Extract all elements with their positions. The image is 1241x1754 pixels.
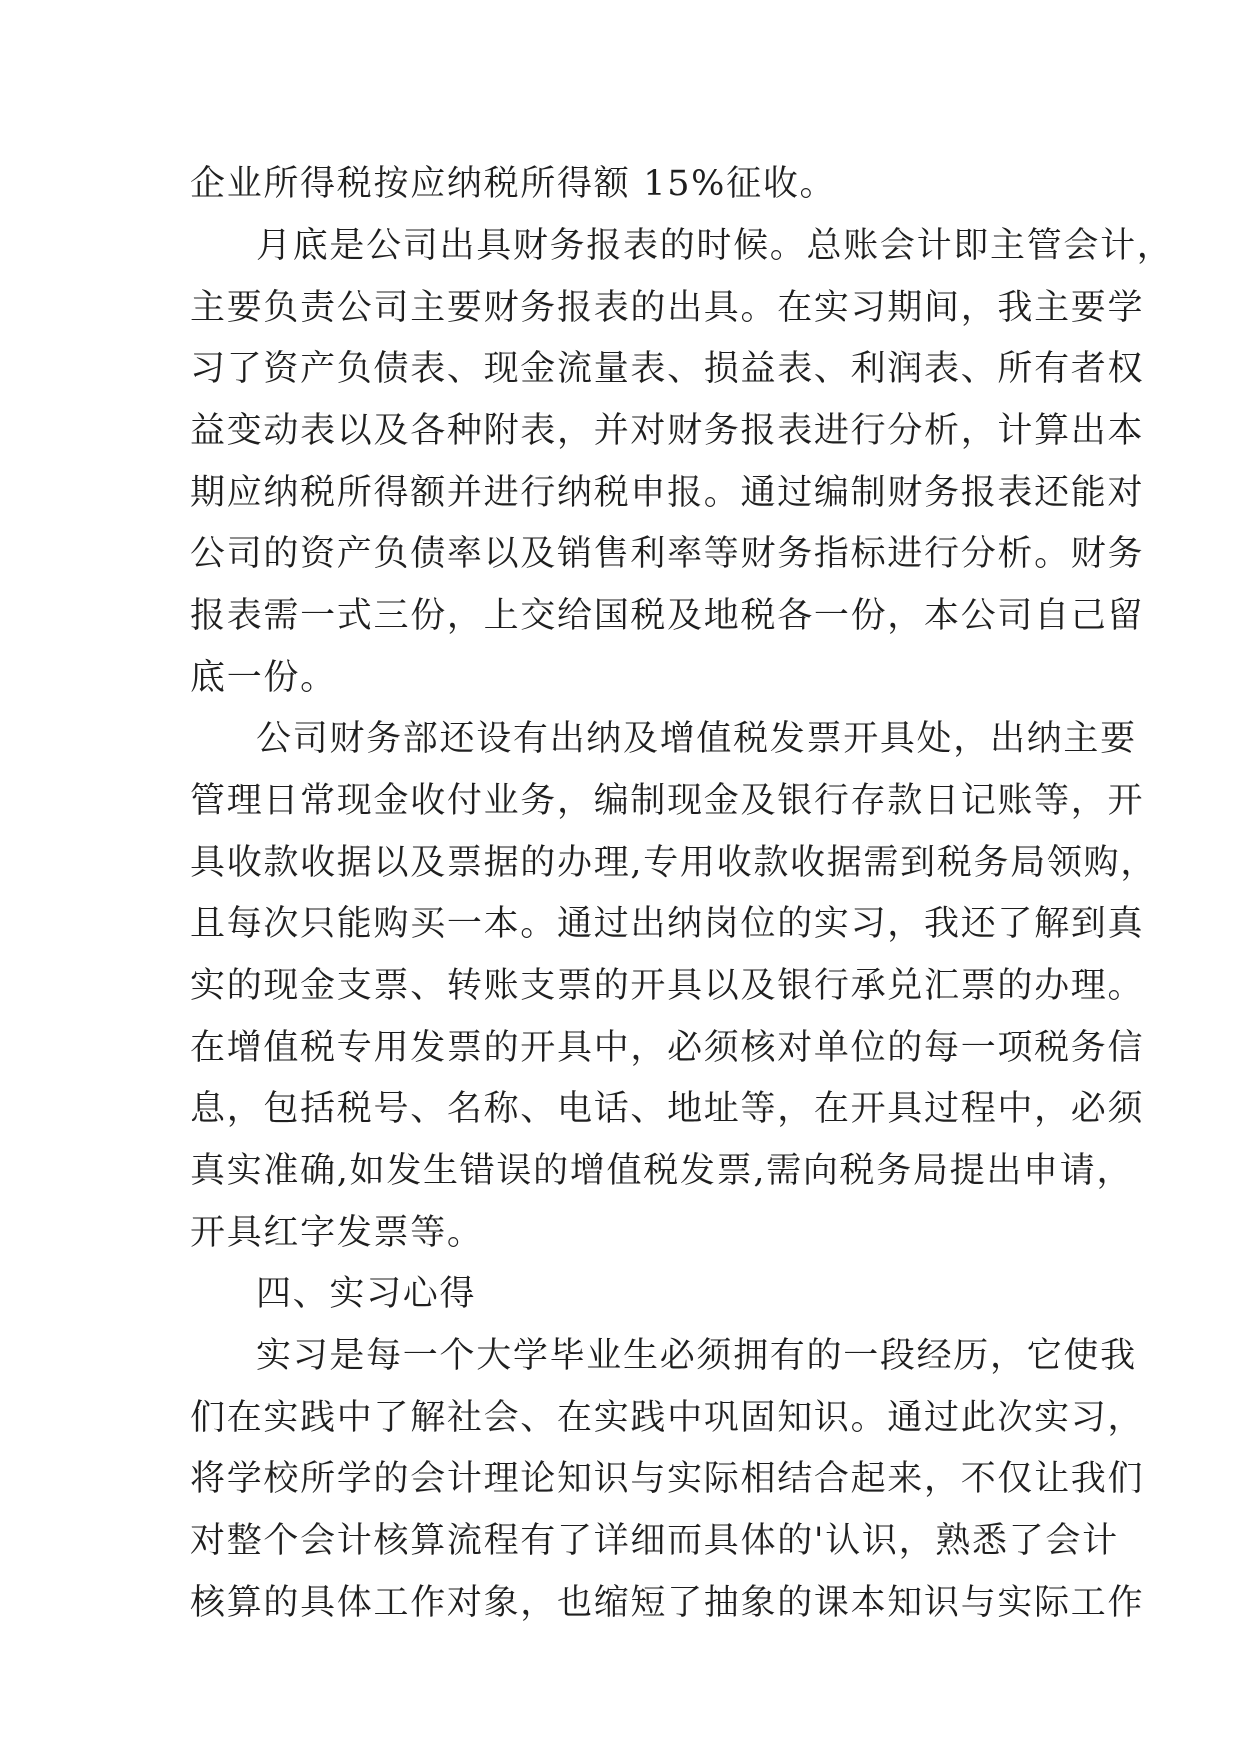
text-line: 公司的资产负债率以及销售利率等财务指标进行分析。财务 [190, 534, 1145, 574]
text-line: 且每次只能购买一本。通过出纳岗位的实习，我还了解到真 [190, 904, 1145, 944]
text-line: 主要负责公司主要财务报表的出具。在实习期间，我主要学 [190, 288, 1145, 328]
text-line: 报表需一式三份，上交给国税及地税各一份，本公司自己留 [190, 596, 1145, 636]
text-line: 公司财务部还设有出纳及增值税发票开具处，出纳主要 [256, 719, 1137, 759]
text-line: 管理日常现金收付业务，编制现金及银行存款日记账等，开 [190, 781, 1145, 821]
text-line: 实的现金支票、转账支票的开具以及银行承兑汇票的办理。 [190, 966, 1145, 1006]
text-line: 习了资产负债表、现金流量表、损益表、利润表、所有者权 [190, 349, 1145, 389]
text-line: 底一份。 [190, 658, 337, 698]
text-line: 实习是每一个大学毕业生必须拥有的一段经历，它使我 [256, 1336, 1137, 1376]
text-line: 将学校所学的会计理论知识与实际相结合起来，不仅让我们 [190, 1459, 1145, 1499]
text-line: 月底是公司出具财务报表的时候。总账会计即主管会计， [256, 226, 1174, 266]
text-line: 核算的具体工作对象，也缩短了抽象的课本知识与实际工作 [190, 1583, 1145, 1623]
text-line: 企业所得税按应纳税所得额 15%征收。 [190, 164, 837, 204]
section-heading: 四、实习心得 [256, 1274, 477, 1314]
text-line: 息，包括税号、名称、电话、地址等，在开具过程中，必须 [190, 1089, 1145, 1129]
text-line: 真实准确,如发生错误的增值税发票,需向税务局提出申请， [190, 1151, 1134, 1191]
text-line: 益变动表以及各种附表，并对财务报表进行分析，计算出本 [190, 411, 1145, 451]
text-line: 期应纳税所得额并进行纳税申报。通过编制财务报表还能对 [190, 473, 1145, 513]
text-line: 对整个会计核算流程有了详细而具体的'认识，熟悉了会计 [190, 1521, 1119, 1561]
text-line: 在增值税专用发票的开具中，必须核对单位的每一项税务信 [190, 1028, 1145, 1068]
text-line: 具收款收据以及票据的办理,专用收款收据需到税务局领购， [190, 843, 1158, 883]
text-line: 开具红字发票等。 [190, 1213, 484, 1253]
text-line: 们在实践中了解社会、在实践中巩固知识。通过此次实习， [190, 1398, 1145, 1438]
